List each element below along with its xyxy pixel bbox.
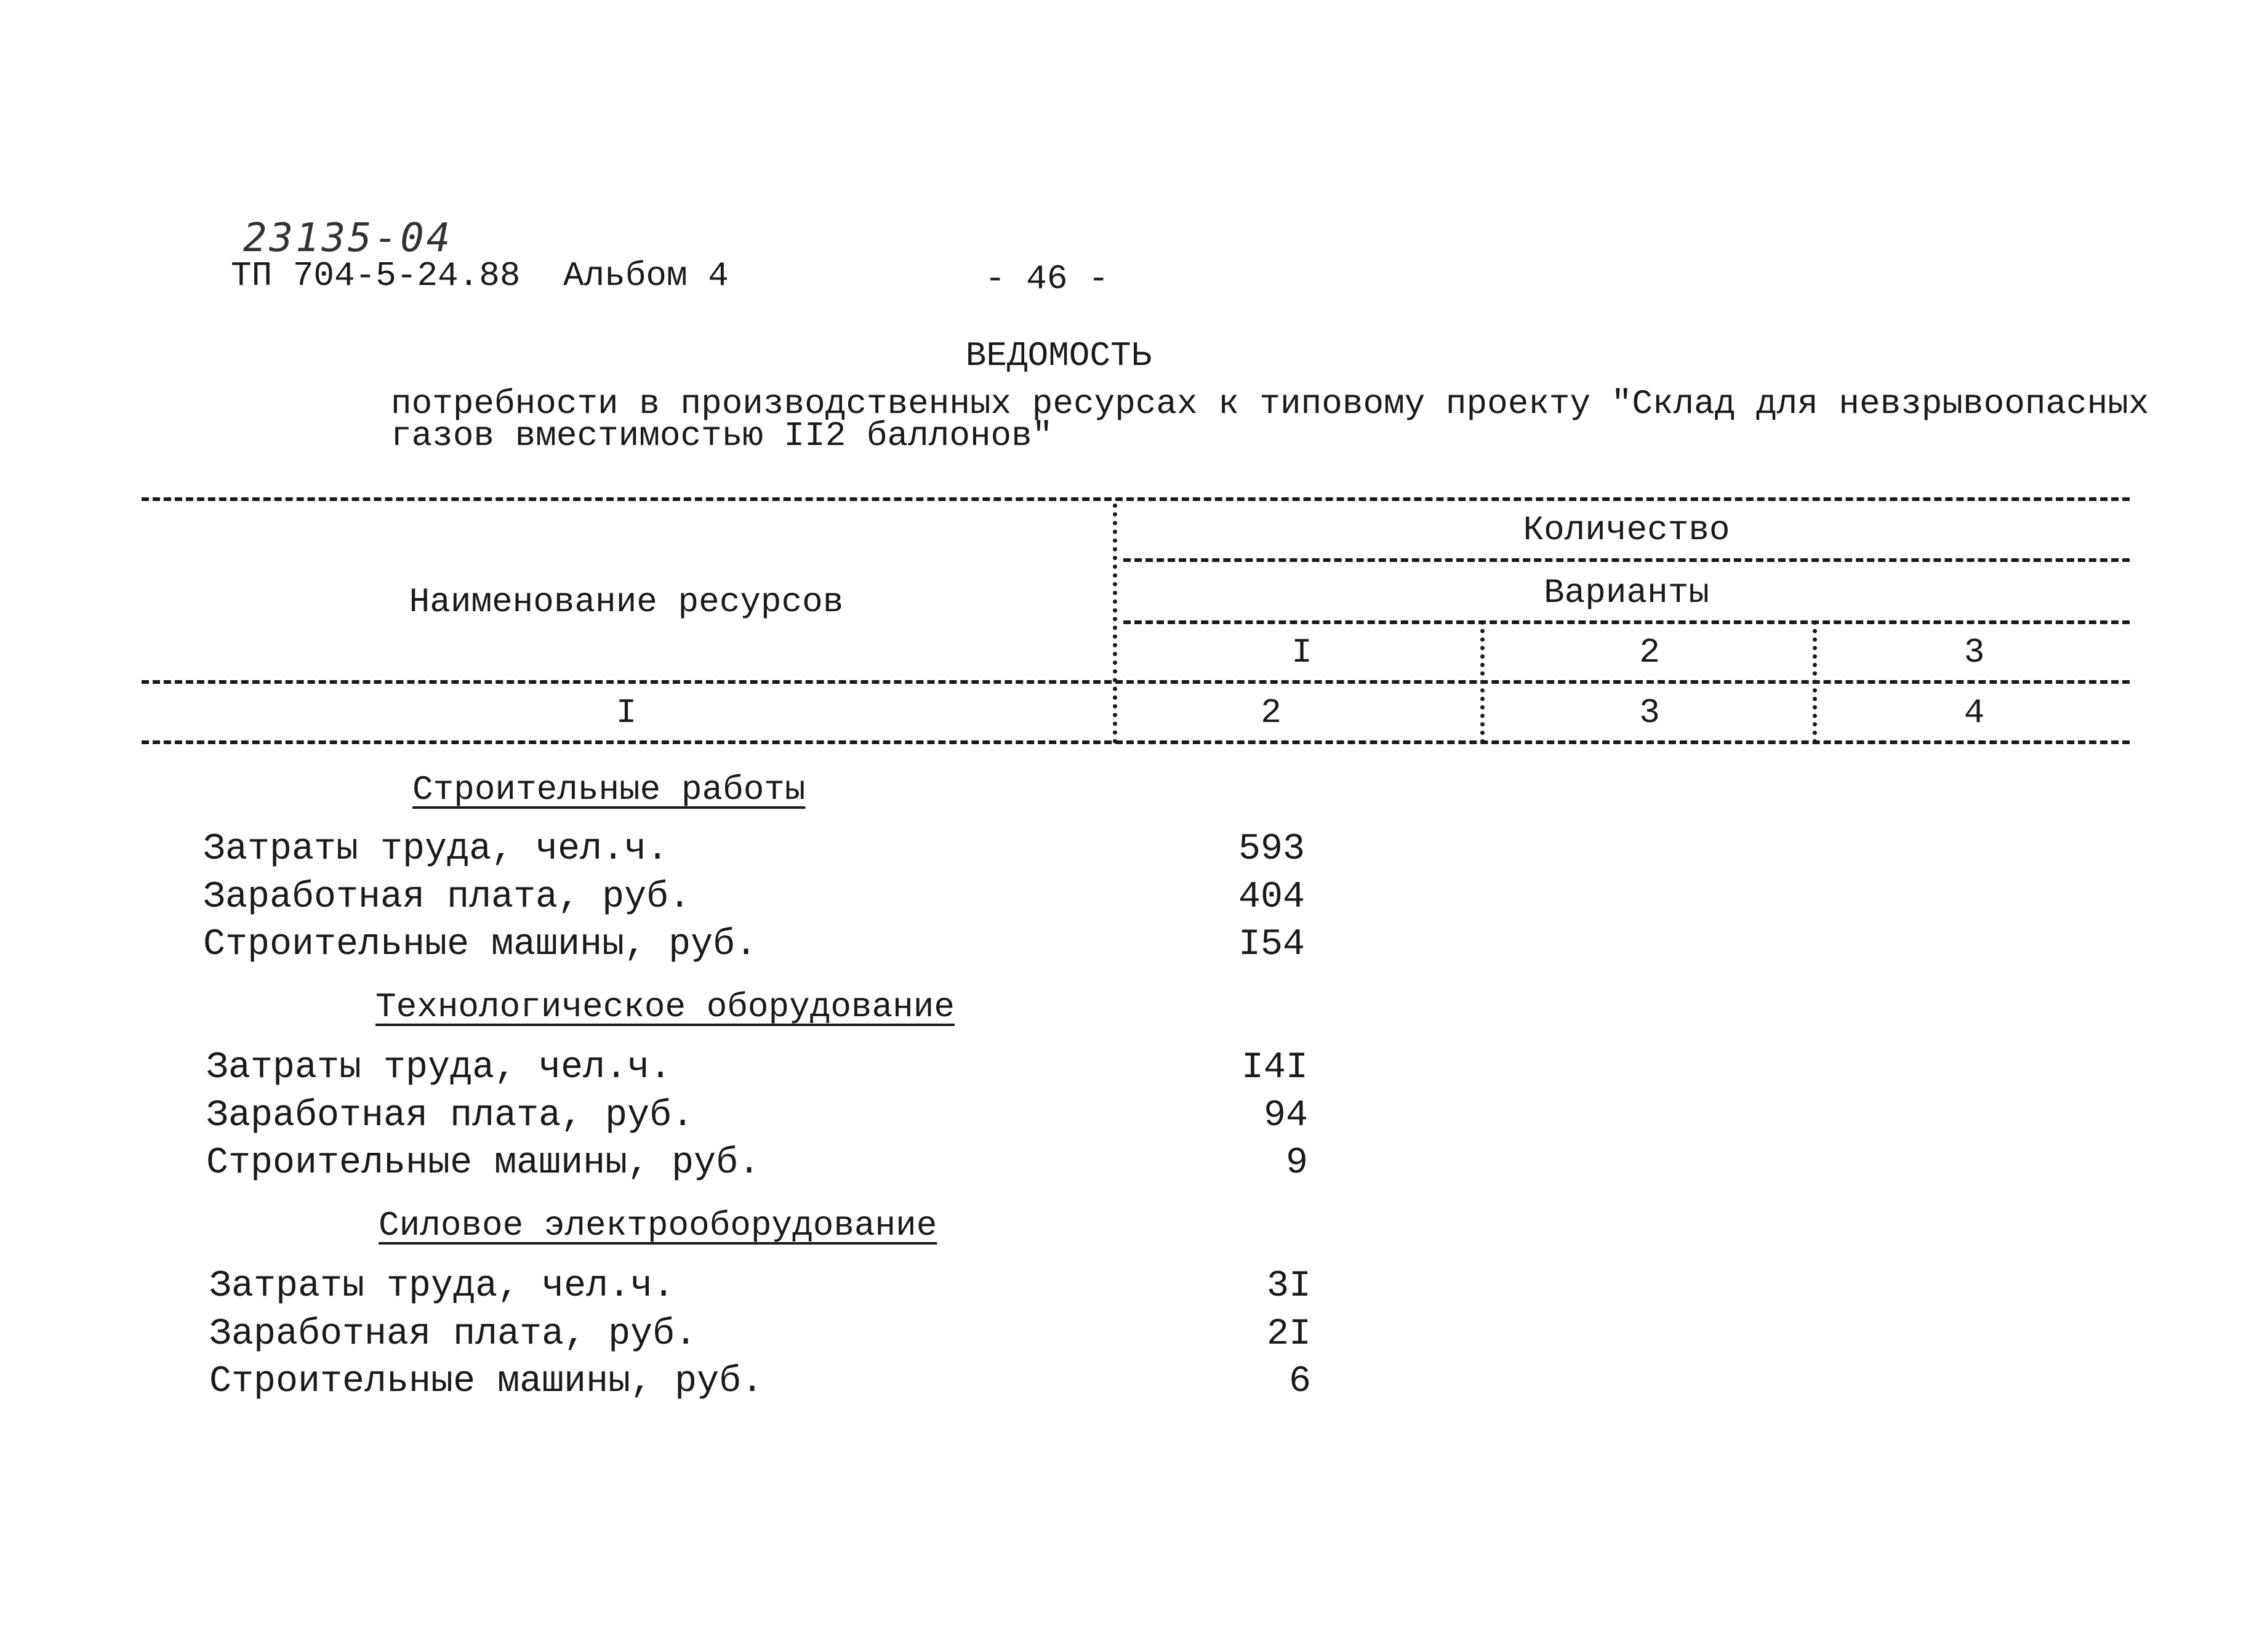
variants-header: Варианты — [1544, 573, 1709, 612]
row-value: I4I — [1241, 1047, 1308, 1089]
row-label: Затраты труда, чел.ч. — [206, 1047, 672, 1089]
rule-top — [142, 497, 2130, 501]
row-value: 404 — [1238, 876, 1305, 918]
column-number: 3 — [1639, 693, 1660, 732]
column-number: I — [616, 693, 637, 732]
rule-header-bottom — [142, 680, 2130, 684]
divider-variant-2 — [1813, 620, 1817, 744]
doc-number: ТП 704-5-24.88 — [231, 256, 521, 295]
rule-quantity — [1123, 558, 2130, 562]
row-label: Затраты труда, чел.ч. — [203, 828, 669, 870]
section-title: Силовое электрооборудование — [379, 1206, 937, 1245]
title-line-2: газов вместимостью II2 баллонов" — [391, 416, 1053, 455]
rule-variants — [1123, 620, 2130, 624]
col-name-header: Наименование ресурсов — [409, 582, 844, 622]
album-label: Альбом 4 — [563, 256, 729, 295]
divider-main — [1113, 503, 1117, 744]
row-value: 6 — [1288, 1361, 1311, 1403]
column-number: 4 — [1963, 693, 1985, 732]
row-value: 3I — [1266, 1265, 1311, 1307]
section-title: Технологическое оборудование — [375, 987, 955, 1027]
section-title: Строительные работы — [412, 770, 806, 809]
row-label: Строительные машины, руб. — [209, 1361, 764, 1403]
row-value: 2I — [1266, 1313, 1311, 1355]
title-line-1: потребности в производственных ресурсах к типовому проекту "Склад для невзрывоопасных — [391, 384, 2149, 423]
row-label: Заработная плата, руб. — [206, 1095, 694, 1137]
row-value: I54 — [1238, 924, 1305, 966]
row-value: 94 — [1263, 1095, 1308, 1137]
handwritten-code: 23135-04 — [243, 215, 453, 261]
page-number: - 46 - — [985, 259, 1109, 299]
row-label: Строительные машины, руб. — [203, 924, 758, 966]
row-value: 9 — [1285, 1142, 1308, 1184]
document-heading: ВЕДОМОСТЬ — [965, 336, 1152, 375]
quantity-header: Количество — [1523, 510, 1730, 550]
row-label: Заработная плата, руб. — [209, 1313, 697, 1355]
variant-label: 2 — [1639, 633, 1660, 672]
column-number: 2 — [1261, 693, 1281, 732]
row-label: Затраты труда, чел.ч. — [209, 1265, 675, 1307]
variant-label: I — [1291, 633, 1312, 672]
row-label: Заработная плата, руб. — [203, 876, 691, 918]
row-value: 593 — [1238, 828, 1305, 870]
variant-label: 3 — [1963, 633, 1985, 672]
rule-numbers-bottom — [142, 740, 2130, 744]
divider-variant-1 — [1480, 620, 1485, 744]
row-label: Строительные машины, руб. — [206, 1142, 761, 1184]
